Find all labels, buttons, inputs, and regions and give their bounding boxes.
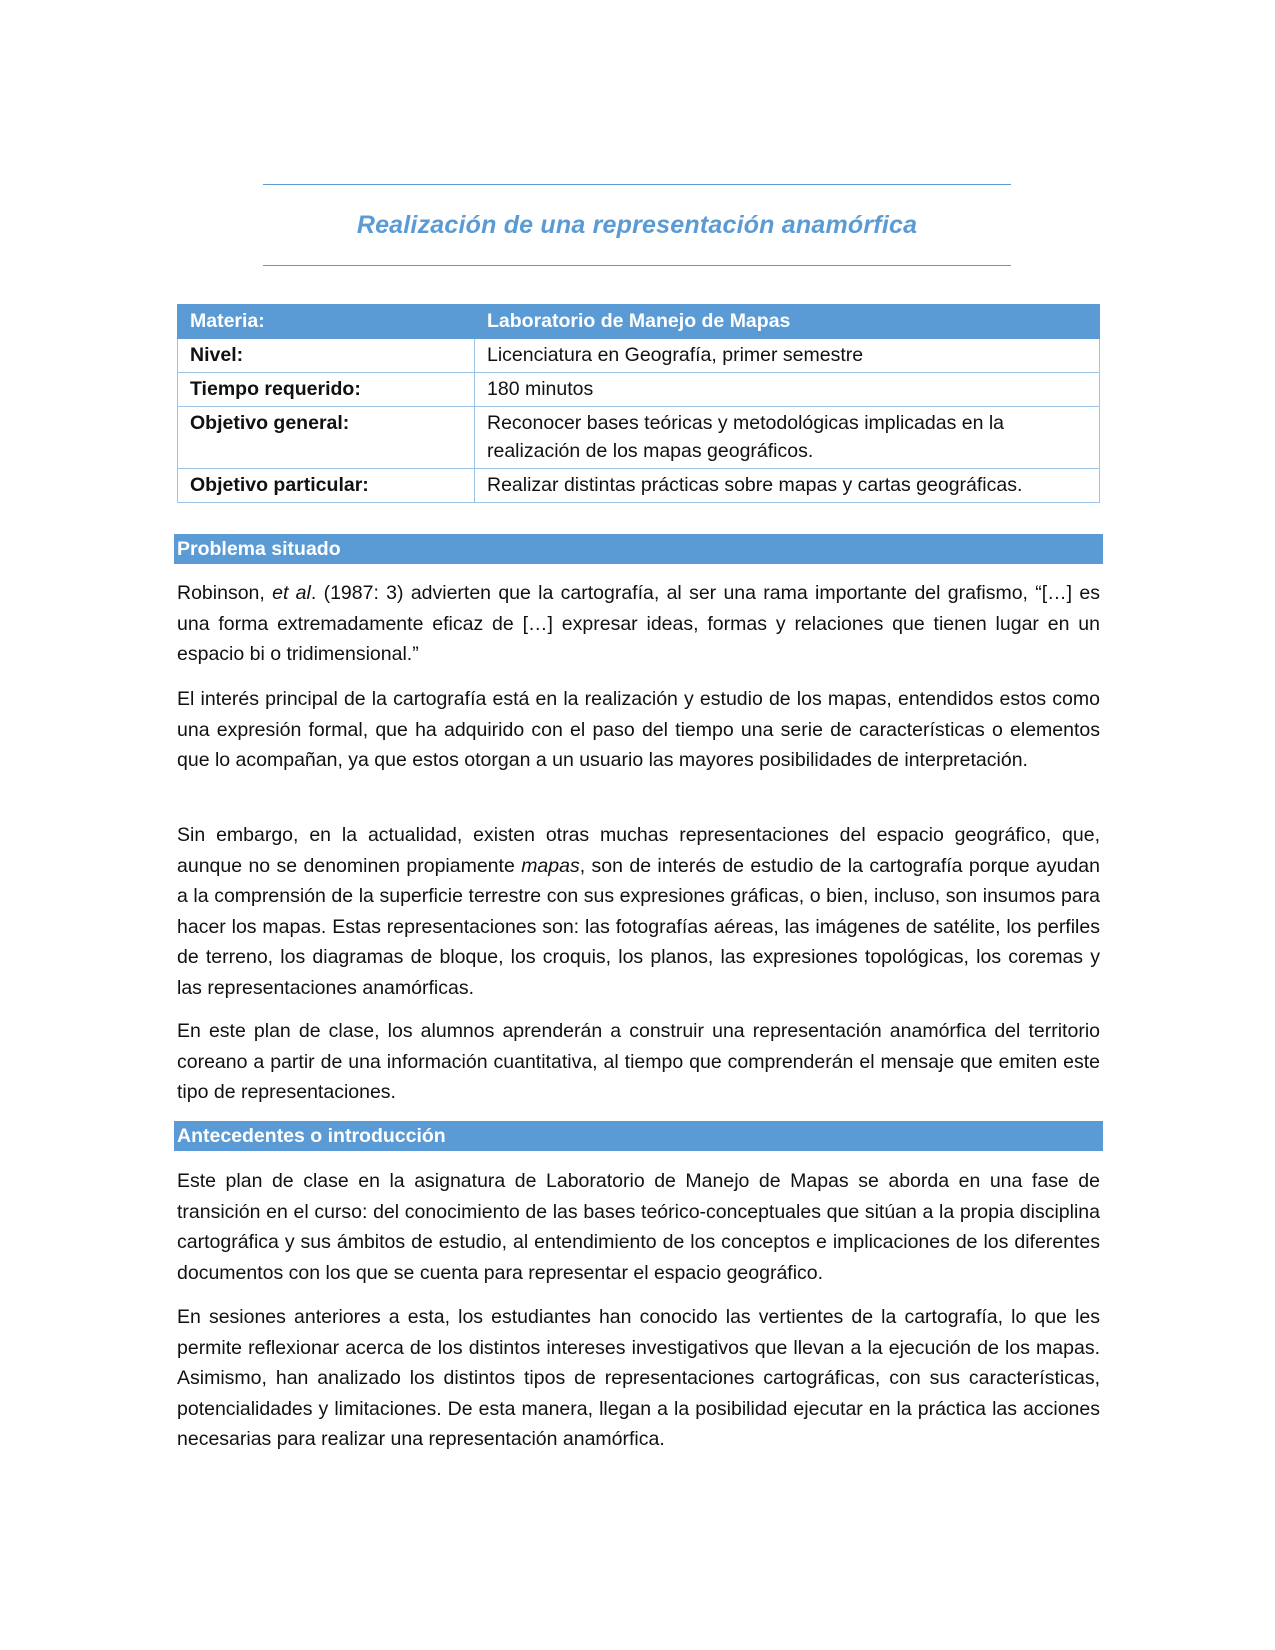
document-title: Realización de una representación anamórfica	[356, 210, 918, 239]
table-row	[178, 407, 1100, 469]
table-row	[178, 305, 1100, 339]
row-label-objetivo-general: Objetivo general:	[178, 407, 475, 469]
paragraph-problema-3	[177, 820, 1100, 1003]
paragraph-text: Robinson,	[177, 582, 273, 604]
section-heading-antecedentes: Antecedentes o introducción	[174, 1121, 1103, 1151]
paragraph-text: , son de interés de estudio de la cartografía porque ayudan a la comprensión de la superficie terrestre con sus expresiones gráficas, o bien, incluso, son insumos para hacer los mapas. Estas representaciones son: las fotografías aéreas, las imágenes de satélite, los perfiles de terreno, los diagramas de bloque, los croquis, los planos, las expresiones topológicas, los coremas y las representaciones anamórficas.	[177, 854, 1100, 999]
paragraph-antecedentes-2: En sesiones anteriores a esta, los estudiantes han conocido las vertientes de la cartografía, lo que les permite reflexionar acerca de los distintos intereses investigativos que llevan a la ejecución de los mapas. Asimismo, han analizado los distintos tipos de representaciones cartográficas, con sus características, potencialidades y limitaciones. De esta manera, llegan a la posibilidad ejecutar en la práctica las acciones necesarias para realizar una representación anamórfica.	[177, 1306, 1100, 1450]
row-label-objetivo-particular: Objetivo particular:	[178, 469, 475, 503]
paragraph-problema-4: En este plan de clase, los alumnos aprenderán a construir una representación anamórfica del territorio coreano a partir de una información cuantitativa, al tiempo que comprenderán el mensaje que emiten este tipo de representaciones.	[177, 1020, 1100, 1103]
paragraph-italic-text: et al	[272, 582, 311, 604]
row-label-nivel: Nivel:	[178, 339, 475, 373]
row-value-tiempo: 180 minutos	[475, 373, 1100, 407]
paragraph-italic-text: mapas	[521, 854, 580, 877]
section-heading-problema: Problema situado	[174, 534, 1103, 564]
row-value-objetivo-particular: Realizar distintas prácticas sobre mapas y cartas geográficas.	[475, 469, 1100, 503]
row-label-materia: Materia:	[178, 305, 475, 339]
paragraph-text: . (1987: 3) advierten que la cartografía, al ser una rama importante del grafismo, “[…] es una forma extremadamente eficaz de […] expresar ideas, formas y relaciones que tienen lugar en un espacio bi o tridimensional.”	[177, 582, 1100, 665]
paragraph-text: Sin embargo, en la actualidad, existen otras muchas representaciones del espacio geográfico, que, aunque no se denominen propiamente	[177, 824, 1100, 877]
table-row	[178, 469, 1100, 503]
row-value-materia: Laboratorio de Manejo de Mapas	[475, 305, 1100, 339]
row-value-objetivo-general: Reconocer bases teóricas y metodológicas implicadas en la realización de los mapas geográficos.	[475, 407, 1100, 469]
paragraph-problema-2: El interés principal de la cartografía está en la realización y estudio de los mapas, entendidos estos como una expresión formal, que ha adquirido con el paso del tiempo una serie de características o elementos que lo acompañan, ya que estos otorgan a un usuario las mayores posibilidades de interpretación.	[177, 688, 1100, 771]
course-info-table	[177, 304, 1100, 503]
row-value-nivel: Licenciatura en Geografía, primer semestre	[475, 339, 1100, 373]
row-label-tiempo: Tiempo requerido:	[178, 373, 475, 407]
document-title-block	[263, 184, 1011, 266]
paragraph-problema-1	[177, 578, 1100, 670]
paragraph-antecedentes-1: Este plan de clase en la asignatura de Laboratorio de Manejo de Mapas se aborda en una fase de transición en el curso: del conocimiento de las bases teórico-conceptuales que sitúan a la propia disciplina cartográfica y sus ámbitos de estudio, al entendimiento de los conceptos e implicaciones de los diferentes documentos con los que se cuenta para representar el espacio geográfico.	[177, 1170, 1100, 1284]
table-row	[178, 339, 1100, 373]
table-row	[178, 373, 1100, 407]
